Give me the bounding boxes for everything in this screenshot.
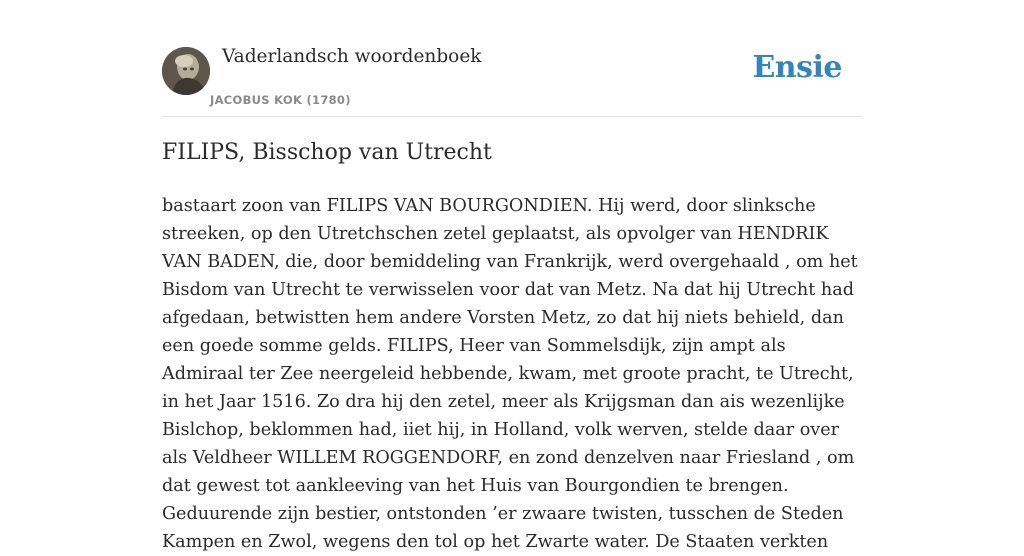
- book-header: [162, 0, 862, 117]
- entry-title: FILIPS, Bisschop van Utrecht: [162, 140, 492, 165]
- page-container: [162, 0, 862, 552]
- author-avatar[interactable]: [162, 47, 210, 95]
- author-portrait-icon: [162, 47, 210, 95]
- author-name[interactable]: JACOBUS KOK (1780): [210, 93, 351, 107]
- entry-body: bastaart zoon van FILIPS VAN BOURGONDIEN. Hij werd, door slinksche streeken, op den Utretchschen zetel geplaatst, als opvolger van HENDRIK VAN BADEN, die, door bemiddeling van Frankrijk, werd overgehaald , om het Bisdom van Utrecht te verwisselen voor dat van Metz. Na dat hij Utrecht had afgedaan, betwistten hem andere Vorsten Metz, zo dat hij niets behield, dan een goede somme gelds. FILIPS, Heer van Sommelsdijk, zijn ampt als Admiraal ter Zee neergeleid hebbende, kwam, met groote pracht, te Utrecht, in het Jaar 1516. Zo dra hij den zetel, meer als Krijgsman dan ais wezenlijke Bislchop, beklommen had, iiet hij, in Holland, volk werven, stelde daar over als Veldheer WILLEM ROGGENDORF, en zond denzelven naar Friesland , om dat gewest tot aankleeving van het Huis van Bourgondien te brengen. Geduurende zijn bestier, ontstonden ’er zwaare twisten, tusschen de Steden Kampen en Zwol, wegens den tol op het Zwarte water. De Staaten verkten: [162, 196, 858, 552]
- book-title[interactable]: Vaderlandsch woordenboek: [222, 46, 482, 67]
- ensie-logo[interactable]: Ensie: [752, 50, 842, 85]
